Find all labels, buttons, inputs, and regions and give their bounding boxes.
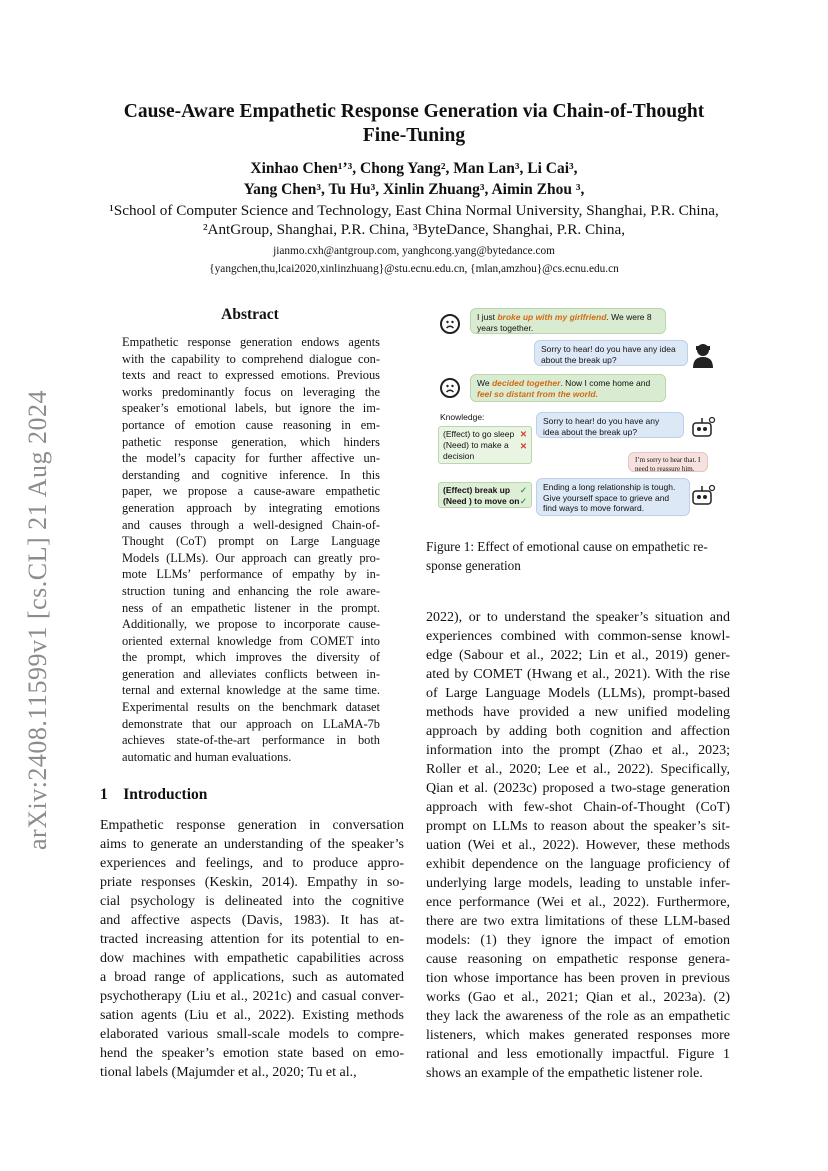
robot-icon <box>690 484 716 513</box>
text-line: cause reasoning on empathetic response genera- <box>426 952 730 967</box>
sad-face-icon <box>440 314 460 334</box>
text-line: edge (Sabour et al., 2022; Lin et al., 2019) gener- <box>426 648 730 663</box>
bubble-text: We <box>477 378 492 388</box>
text-line: aims to generate an understanding of the speaker’s <box>100 837 404 852</box>
text-line: tracted increasing attention for its potential to en- <box>100 932 404 947</box>
text-line: experiences and feelings, and to produce appro- <box>100 856 404 871</box>
knowledge-text: (Need ) to move on <box>443 496 520 506</box>
text-line: paper, we propose a cause-aware empathetic <box>122 484 380 499</box>
bubble-text: . Now I come home and <box>560 378 651 388</box>
sad-face-icon <box>440 378 460 398</box>
listener-bubble-3: Ending a long relationship is tough. Give yourself space to grieve and find ways to move forward. <box>536 478 690 516</box>
text-line: approach with few-shot Chain-of-Thought (CoT) <box>426 800 730 815</box>
knowledge-label: Knowledge: <box>440 412 485 422</box>
text-line: experiences combined with common-sense knowl- <box>426 629 730 644</box>
text-line: Roller et al., 2020; Lee et al., 2022). Specifically, <box>426 762 730 777</box>
authors-line-1: Xinhao Chen¹ʼ³, Chong Yang², Man Lan³, Li Cai³, <box>250 160 578 177</box>
text-line: listeners, which makes generated responses more <box>426 1028 730 1043</box>
text-line: priate responses (Keskin, 2014). Empathy in so- <box>100 875 404 890</box>
title-line-2: Fine-Tuning <box>362 125 466 146</box>
cross-icon: ✕ <box>519 441 527 451</box>
text-line: ternal and external knowledge at the same time. <box>122 683 380 698</box>
text-line: uation (Wei et al., 2022). However, these methods <box>426 838 730 853</box>
text-line: elaborated various small-scale models to compre- <box>100 1027 404 1042</box>
text-line: demonstrate that our approach on LLaMA-7b <box>122 716 380 731</box>
text-line: Thought (CoT) prompt on Large Language <box>122 534 380 549</box>
knowledge-text: (Need) to make a decision <box>443 440 509 461</box>
text-line: exhibit dependence on the language proficiency of <box>426 857 730 872</box>
text-line: Empathetic response generation endows agents <box>122 335 380 349</box>
section-number: 1 <box>100 786 108 803</box>
text-line: texts and react to expressed emotions. Previous <box>122 368 380 383</box>
text-line: works predominantly focus on leveraging the <box>122 384 380 399</box>
text-line: automatic and human evaluations. <box>122 749 292 764</box>
robot-icon <box>690 416 716 445</box>
bubble-text: I just <box>477 312 498 322</box>
arxiv-watermark <box>18 360 58 880</box>
text-line: shows an example of the empathetic listener role. <box>426 1066 703 1081</box>
section-heading <box>100 786 207 804</box>
email-line-1: jianmo.cxh@antgroup.com, yanghcong.yang@bytedance.com <box>273 245 555 257</box>
text-line: sation agents (Liu et al., 2022). Existing methods <box>100 1008 404 1023</box>
knowledge-item <box>443 496 527 507</box>
bubble-text: . We were 8 years together. <box>477 312 652 333</box>
text-line: Experimental results on the benchmark dataset <box>122 700 380 715</box>
knowledge-item <box>443 440 513 462</box>
paper-title <box>100 100 728 148</box>
text-line: Additionally, we propose to incorporate cause- <box>122 617 380 632</box>
emotion-text: feel so distant from the world. <box>477 388 598 399</box>
text-line: with the capability to comprehend dialogue con- <box>122 351 380 366</box>
authors-line-2: Yang Chen³, Tu Hu³, Xinlin Zhuang³, Aimin Zhou ³, <box>243 181 585 198</box>
intro-right-column <box>426 608 730 1083</box>
text-line: psychotherapy (Liu et al., 2021c) and casual conver- <box>100 989 404 1004</box>
text-line: there are two extra limitations of these LLM-based <box>426 914 730 929</box>
check-icon: ✓ <box>519 496 527 506</box>
affiliation-line-1: ¹School of Computer Science and Technology, East China Normal University, Shanghai, P.R. China, <box>109 202 719 219</box>
cross-icon: ✕ <box>519 429 527 439</box>
arxiv-identifier: arXiv:2408.11599v1 [cs.CL] 21 Aug 2024 <box>23 390 52 850</box>
text-line: speaker’s emotional labels, but ignore the im- <box>122 401 380 416</box>
person-icon <box>692 342 714 373</box>
text-line: the model’s capacity for further affective un- <box>122 451 380 466</box>
text-line: derstanding and cognitive inference. In this <box>122 467 380 482</box>
text-line: the prompt, which improves the diversity of <box>122 650 380 665</box>
section-title: Introduction <box>123 786 208 803</box>
user-bubble-1 <box>470 308 666 334</box>
knowledge-item <box>443 485 527 496</box>
text-line: underlying large models, leading to unstable infer- <box>426 876 730 891</box>
emotion-cause-text: broke up with my girlfriend <box>497 312 607 322</box>
text-line: generation approach by integrating emotions <box>122 500 380 515</box>
text-line: ated by COMET (Hwang et al., 2021). With the rise <box>426 667 730 682</box>
knowledge-text: (Effect) break up <box>443 485 511 495</box>
listener-bubble-2: Sorry to hear! do you have any idea about the break up? <box>536 412 684 438</box>
text-line: methods have provided a new unified modeling <box>426 705 730 720</box>
text-line: a broad range of applications, such as automated <box>100 970 404 985</box>
text-line: mote LLMs’ performance of empathy by in- <box>122 567 380 582</box>
text-line: Qian et al. (2023c) proposed a two-stage generation <box>426 781 730 796</box>
text-line: pathetic response generation, which hinders <box>122 434 380 449</box>
knowledge-box-1 <box>438 426 532 464</box>
text-line: they lack the awareness of the role as an empathetic <box>426 1009 730 1024</box>
text-line: achieves state-of-the-art performance in both <box>122 733 380 748</box>
knowledge-text: (Effect) to go sleep <box>443 429 515 439</box>
text-line: models: (1) they ignore the impact of emotion <box>426 933 730 948</box>
text-line: 2022), or to understand the speaker’s situation and <box>426 610 730 625</box>
email-line-2: {yangchen,thu,lcai2020,xinlinzhuang}@stu.ecnu.edu.cn, {mlan,amzhou}@cs.ecnu.edu.cn <box>209 263 619 275</box>
text-line: generation and alleviates conflicts between in- <box>122 666 380 681</box>
text-line: ness of an empathetic listener in the prompt. <box>122 600 380 615</box>
abstract-heading: Abstract <box>221 306 279 323</box>
text-line: oriented external knowledge from COMET into <box>122 633 380 648</box>
affiliation-line-2: ²AntGroup, Shanghai, P.R. China, ³ByteDance, Shanghai, P.R. China, <box>202 221 626 238</box>
title-line-1: Cause-Aware Empathetic Response Generation via Chain-of-Thought <box>123 101 705 122</box>
text-line: rational and less emotionally impactful. Figure 1 <box>426 1047 730 1062</box>
check-icon: ✓ <box>519 485 527 495</box>
text-line: and affective aspects (Davis, 1983). It has at- <box>100 913 404 928</box>
user-bubble-2 <box>470 374 666 402</box>
text-line: works (Gao et al., 2021; Qian et al., 2023a). (2) <box>426 990 730 1005</box>
figure-1-caption <box>426 537 730 575</box>
listener-bubble-1: Sorry to hear! do you have any idea about the break up? <box>534 340 688 366</box>
text-line: Models (LLMs). Our approach can greatly pro- <box>122 550 380 565</box>
text-line: ence performance (Wei et al., 2022). Furthermore, <box>426 895 730 910</box>
text-line: dow machines with empathetic capabilities across <box>100 951 404 966</box>
caption-line-2: sponse generation <box>426 558 521 573</box>
caption-line-1: Figure 1: Effect of emotional cause on empathetic re- <box>426 539 708 554</box>
emotion-cause-text: decided together <box>491 378 561 388</box>
intro-left-column <box>100 816 404 1082</box>
abstract-body <box>122 334 380 765</box>
text-line: prompt on LLMs to reason about the speaker’s sit- <box>426 819 730 834</box>
text-line: tional labels (Majumder et al., 2020; Tu et al., <box>100 1065 357 1080</box>
knowledge-item <box>443 429 527 440</box>
text-line: information into the prompt (Zhao et al., 2023; <box>426 743 730 758</box>
text-line: of Large Language Models (LLMs), prompt-based <box>426 686 730 701</box>
text-line: Empathetic response generation in conversation <box>100 818 404 833</box>
text-line: struction tuning and enhancing the role aware- <box>122 583 380 598</box>
figure-1 <box>430 308 730 528</box>
text-line: portance of emotion cause reasoning in em- <box>122 417 380 432</box>
thought-bubble: I’m sorry to hear that. I need to reassure him. <box>628 452 708 472</box>
text-line: hend the speaker’s emotion state based on emo- <box>100 1046 404 1061</box>
text-line: cial psychology is delineated into the cognitive <box>100 894 404 909</box>
knowledge-box-2 <box>438 482 532 508</box>
text-line: approach by adding both cognition and affection <box>426 724 730 739</box>
text-line: and causes through a well-designed Chain-of- <box>122 517 380 532</box>
text-line: tion whose importance has been proven in previous <box>426 971 730 986</box>
